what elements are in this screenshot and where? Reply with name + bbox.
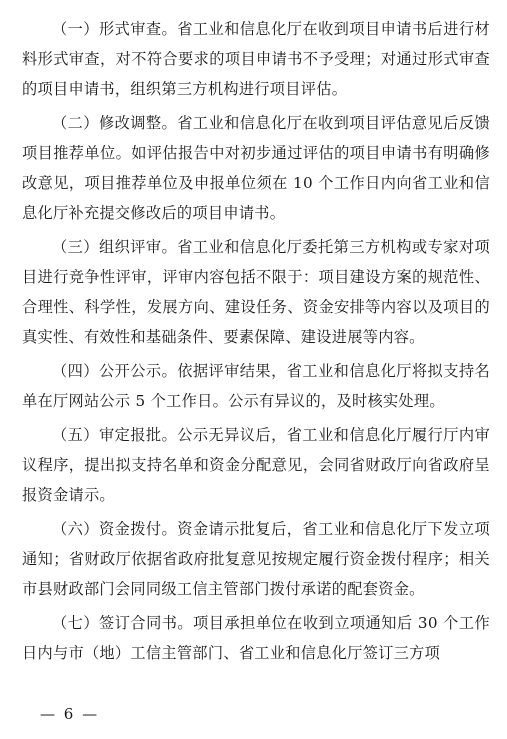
section-paragraph-3	[22, 232, 490, 352]
section-heading-3: （三）组织评审。	[52, 238, 178, 256]
page-number: — 6 —	[40, 705, 100, 723]
section-heading-7: （七）签订合同书。	[52, 614, 194, 632]
section-body-3: 省工业和信息化厅委托第三方机构或专家对项目进行竞争性评审，评审内容包括不限于：项目建设方案的规范性、合理性、科学性，发展方向、建设任务、资金安排等内容以及项目的真实性、有效性和基础条件、要素保障、建设进展等内容。	[22, 238, 490, 346]
section-body-2: 省工业和信息化厅在收到项目评估意见后反馈项目推荐单位。如评估报告中对初步通过评估的项目申请书有明确修改意见，项目推荐单位及申报单位须在 10 个工作日内向省工业和信息化厅补充提交修改后的项目申请书。	[22, 114, 490, 222]
document-page	[22, 14, 490, 672]
section-paragraph-6	[22, 514, 490, 604]
section-heading-4: （四）公开公示。	[52, 362, 178, 380]
section-body-6: 资金请示批复后，省工业和信息化厅下发立项通知；省财政厅依据省政府批复意见按规定履行资金拨付程序；相关市县财政部门会同同级工信主管部门拨付承诺的配套资金。	[22, 520, 490, 598]
section-paragraph-4	[22, 356, 490, 416]
section-paragraph-5	[22, 420, 490, 510]
section-paragraph-7	[22, 608, 490, 668]
section-body-4: 依据评审结果，省工业和信息化厅将拟支持名单在厅网站公示 5 个工作日。公示有异议的，及时核实处理。	[22, 362, 490, 410]
section-heading-1: （一）形式审查。	[52, 20, 178, 38]
section-body-7: 项目承担单位在收到立项通知后 30 个工作日内与市（地）工信主管部门、省工业和信息化厅签订三方项	[22, 614, 491, 662]
section-paragraph-1	[22, 14, 490, 104]
section-heading-5: （五）审定报批。	[52, 426, 178, 444]
section-heading-2: （二）修改调整。	[52, 114, 178, 132]
section-body-5: 公示无异议后，省工业和信息化厅履行厅内审议程序，提出拟支持名单和资金分配意见，会同省财政厅向省政府呈报资金请示。	[22, 426, 490, 504]
section-heading-6: （六）资金拨付。	[52, 520, 178, 538]
section-body-1: 省工业和信息化厅在收到项目申请书后进行材料形式审查，对不符合要求的项目申请书不予受理；对通过形式审查的项目申请书，组织第三方机构进行项目评估。	[22, 20, 490, 98]
section-paragraph-2	[22, 108, 490, 228]
